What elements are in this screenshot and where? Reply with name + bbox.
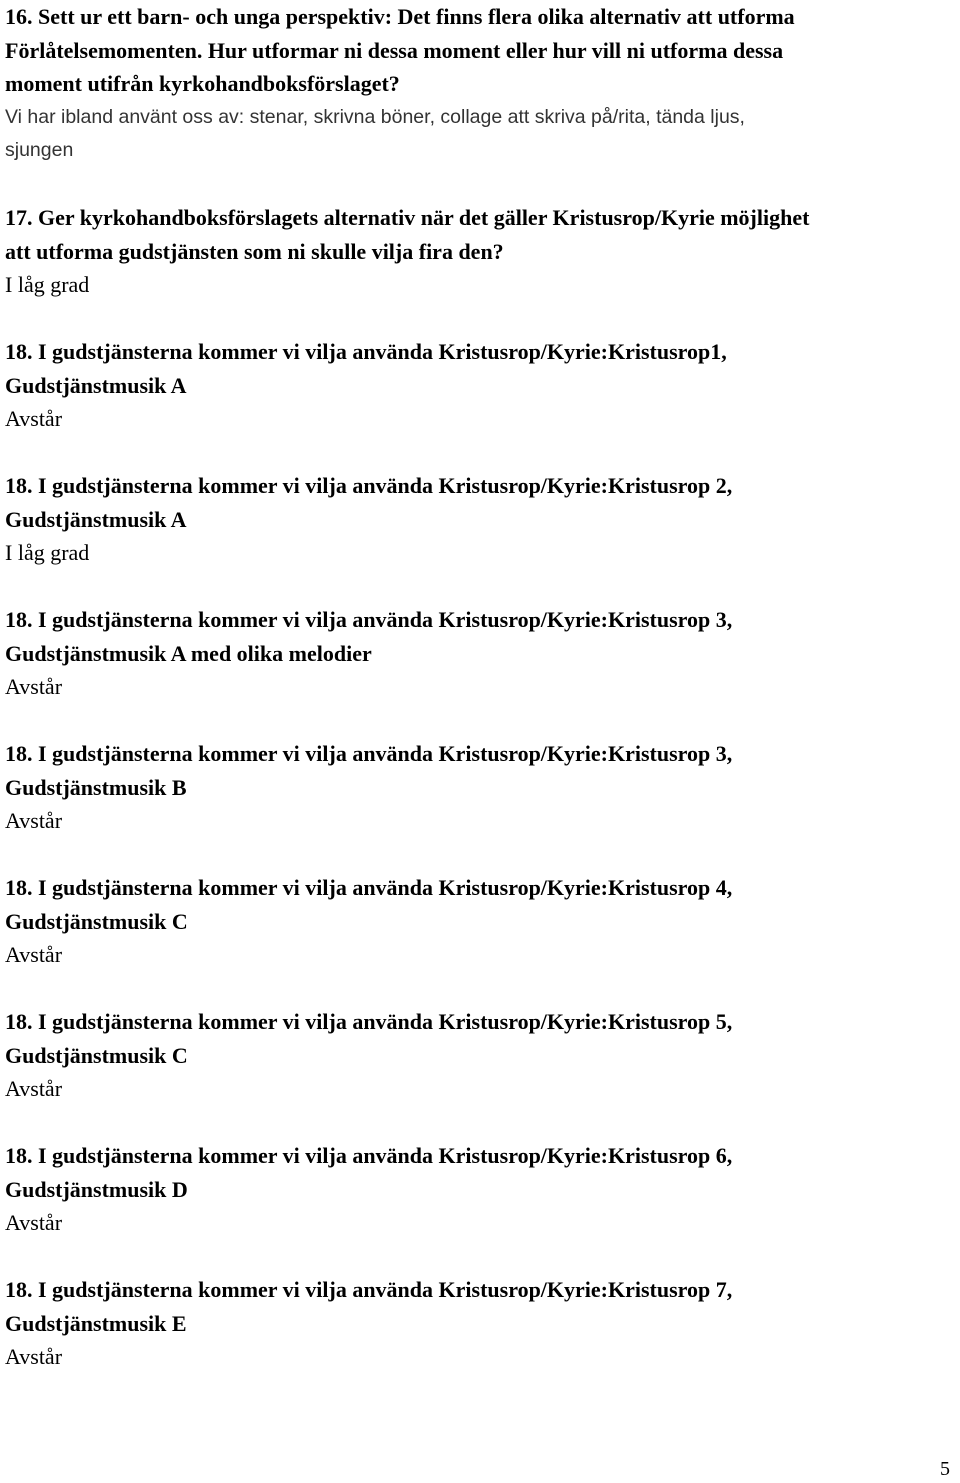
question-text: 18. I gudstjänsterna kommer vi vilja använda Kristusrop/Kyrie:Kristusrop 3, — [5, 607, 733, 632]
answer-text: Avstår — [5, 674, 63, 699]
question-text: Förlåtelsemomenten. Hur utformar ni dessa moment eller hur vill ni utforma dessa — [5, 37, 784, 63]
question-text: moment utifrån kyrkohandboksförslaget? — [5, 71, 400, 96]
question-text: 18. I gudstjänsterna kommer vi vilja använda Kristusrop/Kyrie:Kristusrop 7, — [5, 1277, 733, 1302]
question-text: 18. I gudstjänsterna kommer vi vilja använda Kristusrop/Kyrie:Kristusrop1, — [5, 339, 727, 364]
answer-text: Avstår — [5, 1076, 63, 1101]
question-text: Gudstjänstmusik D — [5, 1176, 188, 1202]
question-text: 18. I gudstjänsterna kommer vi vilja använda Kristusrop/Kyrie:Kristusrop 2, — [5, 473, 733, 498]
question-text: 18. I gudstjänsterna kommer vi vilja använda Kristusrop/Kyrie:Kristusrop 3, — [5, 741, 733, 766]
question-text: Gudstjänstmusik E — [5, 1310, 187, 1336]
question-block — [5, 1005, 950, 1106]
spacer — [5, 436, 950, 470]
spacer — [5, 570, 950, 604]
question-text: Gudstjänstmusik C — [5, 1042, 188, 1068]
spacer — [5, 168, 950, 202]
question-text: 16. Sett ur ett barn- och unga perspektiv: Det finns flera olika alternativ att utforma — [5, 4, 795, 29]
answer-text: sjungen — [5, 139, 74, 161]
question-block — [5, 335, 950, 436]
answer-text: Avstår — [5, 942, 63, 967]
answer-text: Avstår — [5, 406, 63, 431]
question-block — [5, 201, 950, 302]
answer-text: Avstår — [5, 1210, 63, 1235]
answer-text: I låg grad — [5, 540, 90, 565]
question-block — [5, 469, 950, 570]
question-text: Gudstjänstmusik B — [5, 774, 187, 800]
spacer — [5, 972, 950, 1006]
question-text: 18. I gudstjänsterna kommer vi vilja använda Kristusrop/Kyrie:Kristusrop 5, — [5, 1009, 733, 1034]
document-page — [5, 0, 950, 1374]
spacer — [5, 1106, 950, 1140]
answer-text: Vi har ibland använt oss av: stenar, skrivna böner, collage att skriva på/rita, tända ljus, — [5, 105, 745, 128]
question-block — [5, 0, 950, 168]
question-text: Gudstjänstmusik A — [5, 506, 187, 532]
answer-text: I låg grad — [5, 272, 90, 297]
spacer — [5, 302, 950, 336]
question-text: Gudstjänstmusik A med olika melodier — [5, 640, 372, 666]
question-text: Gudstjänstmusik A — [5, 372, 187, 398]
question-text: 17. Ger kyrkohandboksförslagets alternativ när det gäller Kristusrop/Kyrie möjlighet — [5, 205, 810, 230]
page-number: 5 — [940, 1458, 950, 1480]
answer-text: Avstår — [5, 808, 63, 833]
question-block — [5, 737, 950, 838]
question-text: Gudstjänstmusik C — [5, 908, 188, 934]
question-block — [5, 871, 950, 972]
question-block — [5, 603, 950, 704]
question-block — [5, 1273, 950, 1374]
spacer — [5, 838, 950, 872]
question-text: 18. I gudstjänsterna kommer vi vilja använda Kristusrop/Kyrie:Kristusrop 4, — [5, 875, 733, 900]
spacer — [5, 704, 950, 738]
question-text: att utforma gudstjänsten som ni skulle vilja fira den? — [5, 238, 504, 264]
answer-text: Avstår — [5, 1344, 63, 1369]
spacer — [5, 1240, 950, 1274]
question-text: 18. I gudstjänsterna kommer vi vilja använda Kristusrop/Kyrie:Kristusrop 6, — [5, 1143, 733, 1168]
question-block — [5, 1139, 950, 1240]
